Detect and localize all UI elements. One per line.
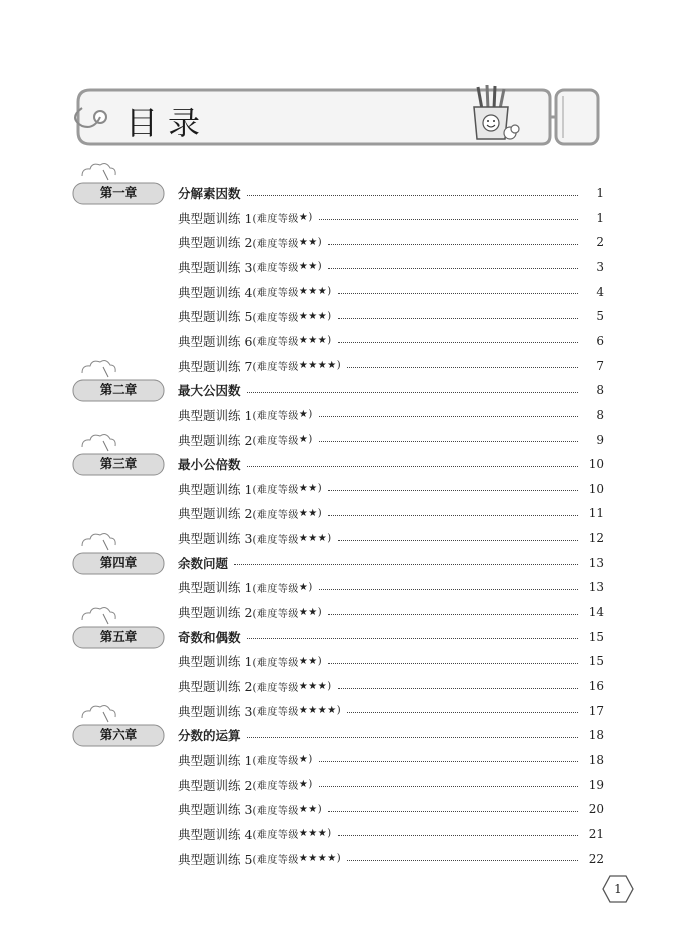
difficulty-suffix: ) bbox=[336, 853, 342, 865]
chapter-row[interactable] bbox=[178, 380, 604, 400]
leader-dots bbox=[328, 614, 578, 615]
difficulty-stars: ★★ bbox=[298, 606, 318, 618]
chapter-row[interactable] bbox=[178, 627, 604, 647]
chapter-badge bbox=[72, 182, 165, 204]
leader-dots bbox=[338, 688, 578, 689]
toc-item-row[interactable] bbox=[178, 405, 604, 425]
leader-dots bbox=[347, 712, 578, 713]
toc-item-label: 典型题训练 1 bbox=[178, 407, 253, 423]
toc-item-label: 典型题训练 2 bbox=[178, 605, 253, 621]
toc-item-row[interactable] bbox=[178, 331, 604, 351]
toc-item-page: 3 bbox=[596, 259, 604, 274]
toc-item-page: 2 bbox=[596, 235, 604, 250]
toc-item-label: 典型题训练 3 bbox=[178, 531, 253, 547]
difficulty-suffix: ) bbox=[327, 335, 332, 347]
difficulty-stars: ★ bbox=[298, 409, 309, 421]
difficulty-stars: ★★ bbox=[298, 261, 318, 273]
difficulty-suffix: ) bbox=[327, 828, 332, 840]
page-number-badge bbox=[601, 874, 635, 904]
chapter-page: 18 bbox=[588, 728, 604, 743]
leader-dots bbox=[347, 860, 578, 861]
difficulty-prefix: (难度等级 bbox=[252, 855, 299, 867]
toc-item-row[interactable] bbox=[178, 849, 604, 869]
toc-item-page: 21 bbox=[588, 826, 604, 841]
difficulty-prefix: (难度等级 bbox=[252, 583, 299, 595]
toc-item-label: 典型题训练 1 bbox=[178, 210, 253, 226]
toc-item-row[interactable] bbox=[178, 306, 604, 326]
chapter-row[interactable] bbox=[178, 725, 604, 745]
toc-item-label: 典型题训练 1 bbox=[178, 654, 253, 670]
difficulty-stars: ★★★ bbox=[298, 335, 328, 347]
toc-item-label: 典型题训练 4 bbox=[178, 284, 253, 300]
toc-item-label: 典型题训练 1 bbox=[178, 752, 253, 768]
difficulty-stars: ★★★ bbox=[298, 828, 328, 840]
difficulty-prefix: (难度等级 bbox=[252, 362, 299, 374]
chapter-row[interactable] bbox=[178, 454, 604, 474]
toc-item-row[interactable] bbox=[178, 528, 604, 548]
toc-item-label: 典型题训练 1 bbox=[178, 580, 253, 596]
chapter-badge bbox=[72, 453, 165, 475]
toc-item-label: 典型题训练 4 bbox=[178, 826, 253, 842]
toc-item-page: 11 bbox=[588, 506, 604, 521]
chapter-page: 13 bbox=[588, 555, 604, 570]
difficulty-prefix: (难度等级 bbox=[252, 411, 299, 423]
toc-item-label: 典型题训练 2 bbox=[178, 679, 253, 694]
toc-item-page: 17 bbox=[588, 703, 604, 718]
toc-item-label: 典型题训练 7 bbox=[178, 358, 253, 374]
toc-item-page: 19 bbox=[588, 777, 604, 792]
difficulty-suffix: ) bbox=[336, 705, 342, 717]
leader-dots bbox=[247, 195, 578, 196]
chapter-badge bbox=[72, 552, 165, 574]
difficulty-prefix: (难度等级 bbox=[252, 436, 299, 447]
difficulty-suffix: ) bbox=[317, 507, 323, 519]
difficulty-suffix: ) bbox=[308, 779, 313, 791]
difficulty-suffix: ) bbox=[308, 212, 313, 224]
leader-dots bbox=[247, 638, 578, 639]
toc-item-page: 14 bbox=[588, 605, 604, 620]
chapter-badge-label: 第一章 bbox=[99, 185, 138, 200]
difficulty-prefix: (难度等级 bbox=[252, 756, 299, 768]
difficulty-suffix: ) bbox=[327, 286, 332, 298]
difficulty-stars: ★★★ bbox=[298, 680, 328, 692]
toc-item-row[interactable] bbox=[178, 479, 604, 499]
chapter-badge-label: 第三章 bbox=[99, 456, 138, 472]
toc-item-row[interactable] bbox=[178, 676, 604, 696]
difficulty-stars: ★ bbox=[298, 779, 309, 791]
toc-item-row[interactable] bbox=[178, 750, 604, 770]
difficulty-prefix: (难度等级 bbox=[252, 608, 299, 620]
leader-dots bbox=[328, 515, 578, 516]
chapter-title: 分解素因数 bbox=[178, 186, 241, 201]
difficulty-prefix: (难度等级 bbox=[252, 214, 299, 226]
difficulty-suffix: ) bbox=[336, 360, 342, 372]
difficulty-stars: ★ bbox=[298, 754, 309, 766]
toc-item-label: 典型题训练 2 bbox=[178, 506, 253, 522]
toc-item-row[interactable] bbox=[178, 503, 604, 523]
difficulty-suffix: ) bbox=[308, 581, 313, 593]
difficulty-stars: ★ bbox=[298, 581, 309, 593]
pencil-cup-icon bbox=[468, 83, 520, 143]
chapter-title: 分数的运算 bbox=[178, 728, 241, 744]
toc-item-page: 12 bbox=[588, 531, 604, 546]
chapter-title: 奇数和偶数 bbox=[178, 629, 241, 645]
toc-item-label: 典型题训练 1 bbox=[178, 481, 253, 497]
toc-item-page: 6 bbox=[596, 333, 604, 348]
chapter-badge bbox=[72, 724, 165, 746]
toc-item-row[interactable] bbox=[178, 577, 604, 597]
leader-dots bbox=[247, 466, 578, 467]
toc-item-row[interactable] bbox=[178, 602, 604, 622]
chapter-badge-label: 第五章 bbox=[99, 628, 138, 644]
chapter-page: 10 bbox=[588, 457, 604, 472]
toc-item-page: 4 bbox=[596, 284, 604, 299]
difficulty-suffix: ) bbox=[317, 655, 323, 667]
leader-dots bbox=[328, 663, 578, 664]
chapter-badge bbox=[72, 626, 165, 648]
toc-item-row[interactable] bbox=[178, 701, 604, 721]
chapter-row[interactable] bbox=[178, 553, 604, 573]
difficulty-stars: ★★★ bbox=[298, 532, 328, 544]
difficulty-prefix: (难度等级 bbox=[252, 830, 299, 842]
chapter-title: 最小公倍数 bbox=[178, 457, 241, 473]
difficulty-stars: ★ bbox=[298, 212, 309, 224]
difficulty-suffix: ) bbox=[317, 483, 323, 495]
difficulty-prefix: (难度等级 bbox=[252, 805, 299, 817]
toc-item-page: 7 bbox=[596, 358, 604, 373]
leader-dots bbox=[234, 564, 578, 565]
toc-item-label: 典型题训练 3 bbox=[178, 802, 253, 818]
leader-dots bbox=[338, 293, 578, 294]
difficulty-stars: ★★★★ bbox=[298, 360, 337, 372]
toc-item-row[interactable] bbox=[178, 208, 604, 228]
leader-dots bbox=[338, 835, 578, 836]
difficulty-suffix: ) bbox=[308, 409, 313, 421]
difficulty-stars: ★ bbox=[298, 434, 309, 445]
chapter-page: 15 bbox=[588, 629, 604, 644]
chapter-badge-label: 第六章 bbox=[99, 727, 138, 743]
difficulty-prefix: (难度等级 bbox=[252, 312, 299, 324]
difficulty-suffix: ) bbox=[308, 754, 313, 766]
difficulty-stars: ★★★★ bbox=[298, 705, 337, 717]
toc-item-page: 20 bbox=[588, 802, 604, 817]
chapter-row[interactable] bbox=[178, 183, 604, 203]
leader-dots bbox=[347, 367, 578, 368]
difficulty-suffix: ) bbox=[327, 532, 332, 544]
toc-item-label: 典型题训练 2 bbox=[178, 235, 253, 251]
difficulty-prefix: (难度等级 bbox=[252, 263, 299, 275]
toc-item-page: 10 bbox=[588, 481, 604, 496]
difficulty-suffix: ) bbox=[327, 310, 332, 322]
difficulty-stars: ★★ bbox=[298, 655, 318, 667]
difficulty-stars: ★★ bbox=[298, 483, 318, 495]
leader-dots bbox=[338, 318, 578, 319]
difficulty-stars: ★★ bbox=[298, 803, 318, 815]
chapter-badge-label: 第四章 bbox=[99, 554, 138, 570]
toc-item-page: 8 bbox=[596, 407, 604, 422]
toc-item-row[interactable] bbox=[178, 775, 604, 795]
difficulty-prefix: (难度等级 bbox=[252, 288, 299, 300]
leader-dots bbox=[328, 811, 578, 812]
leader-dots bbox=[247, 737, 578, 738]
toc-item-row[interactable] bbox=[178, 651, 604, 671]
toc-item-page: 22 bbox=[588, 851, 604, 866]
leader-dots bbox=[328, 268, 578, 269]
toc-item-row[interactable] bbox=[178, 232, 604, 252]
difficulty-prefix: (难度等级 bbox=[252, 534, 299, 546]
difficulty-stars: ★★★ bbox=[298, 286, 328, 298]
chapter-badge bbox=[72, 379, 165, 401]
leader-dots bbox=[319, 441, 578, 442]
toc-item-row[interactable] bbox=[178, 430, 604, 450]
toc-item-label: 典型题训练 2 bbox=[178, 432, 253, 448]
difficulty-suffix: ) bbox=[317, 606, 323, 618]
leader-dots bbox=[328, 490, 578, 491]
leader-dots bbox=[338, 540, 578, 541]
difficulty-prefix: (难度等级 bbox=[252, 682, 299, 694]
difficulty-prefix: (难度等级 bbox=[252, 238, 299, 250]
leader-dots bbox=[247, 392, 578, 393]
difficulty-prefix: (难度等级 bbox=[252, 707, 299, 719]
difficulty-prefix: (难度等级 bbox=[252, 781, 299, 793]
toc-item-row[interactable] bbox=[178, 799, 604, 819]
toc-item-page: 13 bbox=[588, 580, 604, 595]
difficulty-suffix: ) bbox=[327, 680, 332, 692]
leader-dots bbox=[328, 244, 578, 245]
leader-dots bbox=[319, 416, 578, 417]
toc-item-label: 典型题训练 6 bbox=[178, 333, 253, 349]
toc-item-label: 典型题训练 3 bbox=[178, 703, 253, 719]
page-title: 目录 bbox=[126, 104, 211, 142]
difficulty-suffix: ) bbox=[317, 236, 323, 248]
toc-item-label: 典型题训练 5 bbox=[178, 851, 253, 867]
toc-item-row[interactable] bbox=[178, 282, 604, 302]
difficulty-stars: ★★★ bbox=[298, 310, 328, 322]
toc-item-page: 5 bbox=[596, 309, 604, 324]
leader-dots bbox=[319, 219, 578, 220]
toc-item-row[interactable] bbox=[178, 824, 604, 844]
chapter-title: 余数问题 bbox=[178, 555, 229, 571]
leader-dots bbox=[319, 589, 578, 590]
difficulty-prefix: (难度等级 bbox=[252, 509, 299, 521]
chapter-badge-label: 第二章 bbox=[99, 382, 138, 398]
toc-item-page: 18 bbox=[588, 752, 604, 767]
toc-item-page: 9 bbox=[596, 432, 604, 447]
difficulty-stars: ★★ bbox=[298, 236, 318, 248]
toc-item-label: 典型题训练 3 bbox=[178, 259, 253, 275]
toc-item-row[interactable] bbox=[178, 356, 604, 376]
difficulty-stars: ★★★★ bbox=[298, 853, 337, 865]
difficulty-prefix: (难度等级 bbox=[252, 485, 299, 497]
toc-item-page: 15 bbox=[588, 654, 604, 669]
difficulty-stars: ★★ bbox=[298, 507, 318, 519]
difficulty-prefix: (难度等级 bbox=[252, 657, 299, 669]
chapter-title: 最大公因数 bbox=[178, 383, 241, 399]
toc-item-page: 16 bbox=[588, 679, 604, 693]
leader-dots bbox=[319, 761, 578, 762]
toc-item-row[interactable] bbox=[178, 257, 604, 277]
toc-item-page: 1 bbox=[596, 210, 604, 225]
difficulty-suffix: ) bbox=[308, 434, 313, 445]
difficulty-suffix: ) bbox=[317, 803, 323, 815]
leader-dots bbox=[319, 786, 578, 787]
toc-item-label: 典型题训练 5 bbox=[178, 309, 253, 325]
chapter-page: 1 bbox=[596, 186, 604, 200]
chapter-page: 8 bbox=[596, 383, 604, 398]
difficulty-prefix: (难度等级 bbox=[252, 337, 299, 349]
toc-item-label: 典型题训练 2 bbox=[178, 777, 253, 793]
difficulty-suffix: ) bbox=[317, 261, 323, 273]
page-number: 1 bbox=[614, 882, 622, 896]
leader-dots bbox=[338, 342, 578, 343]
